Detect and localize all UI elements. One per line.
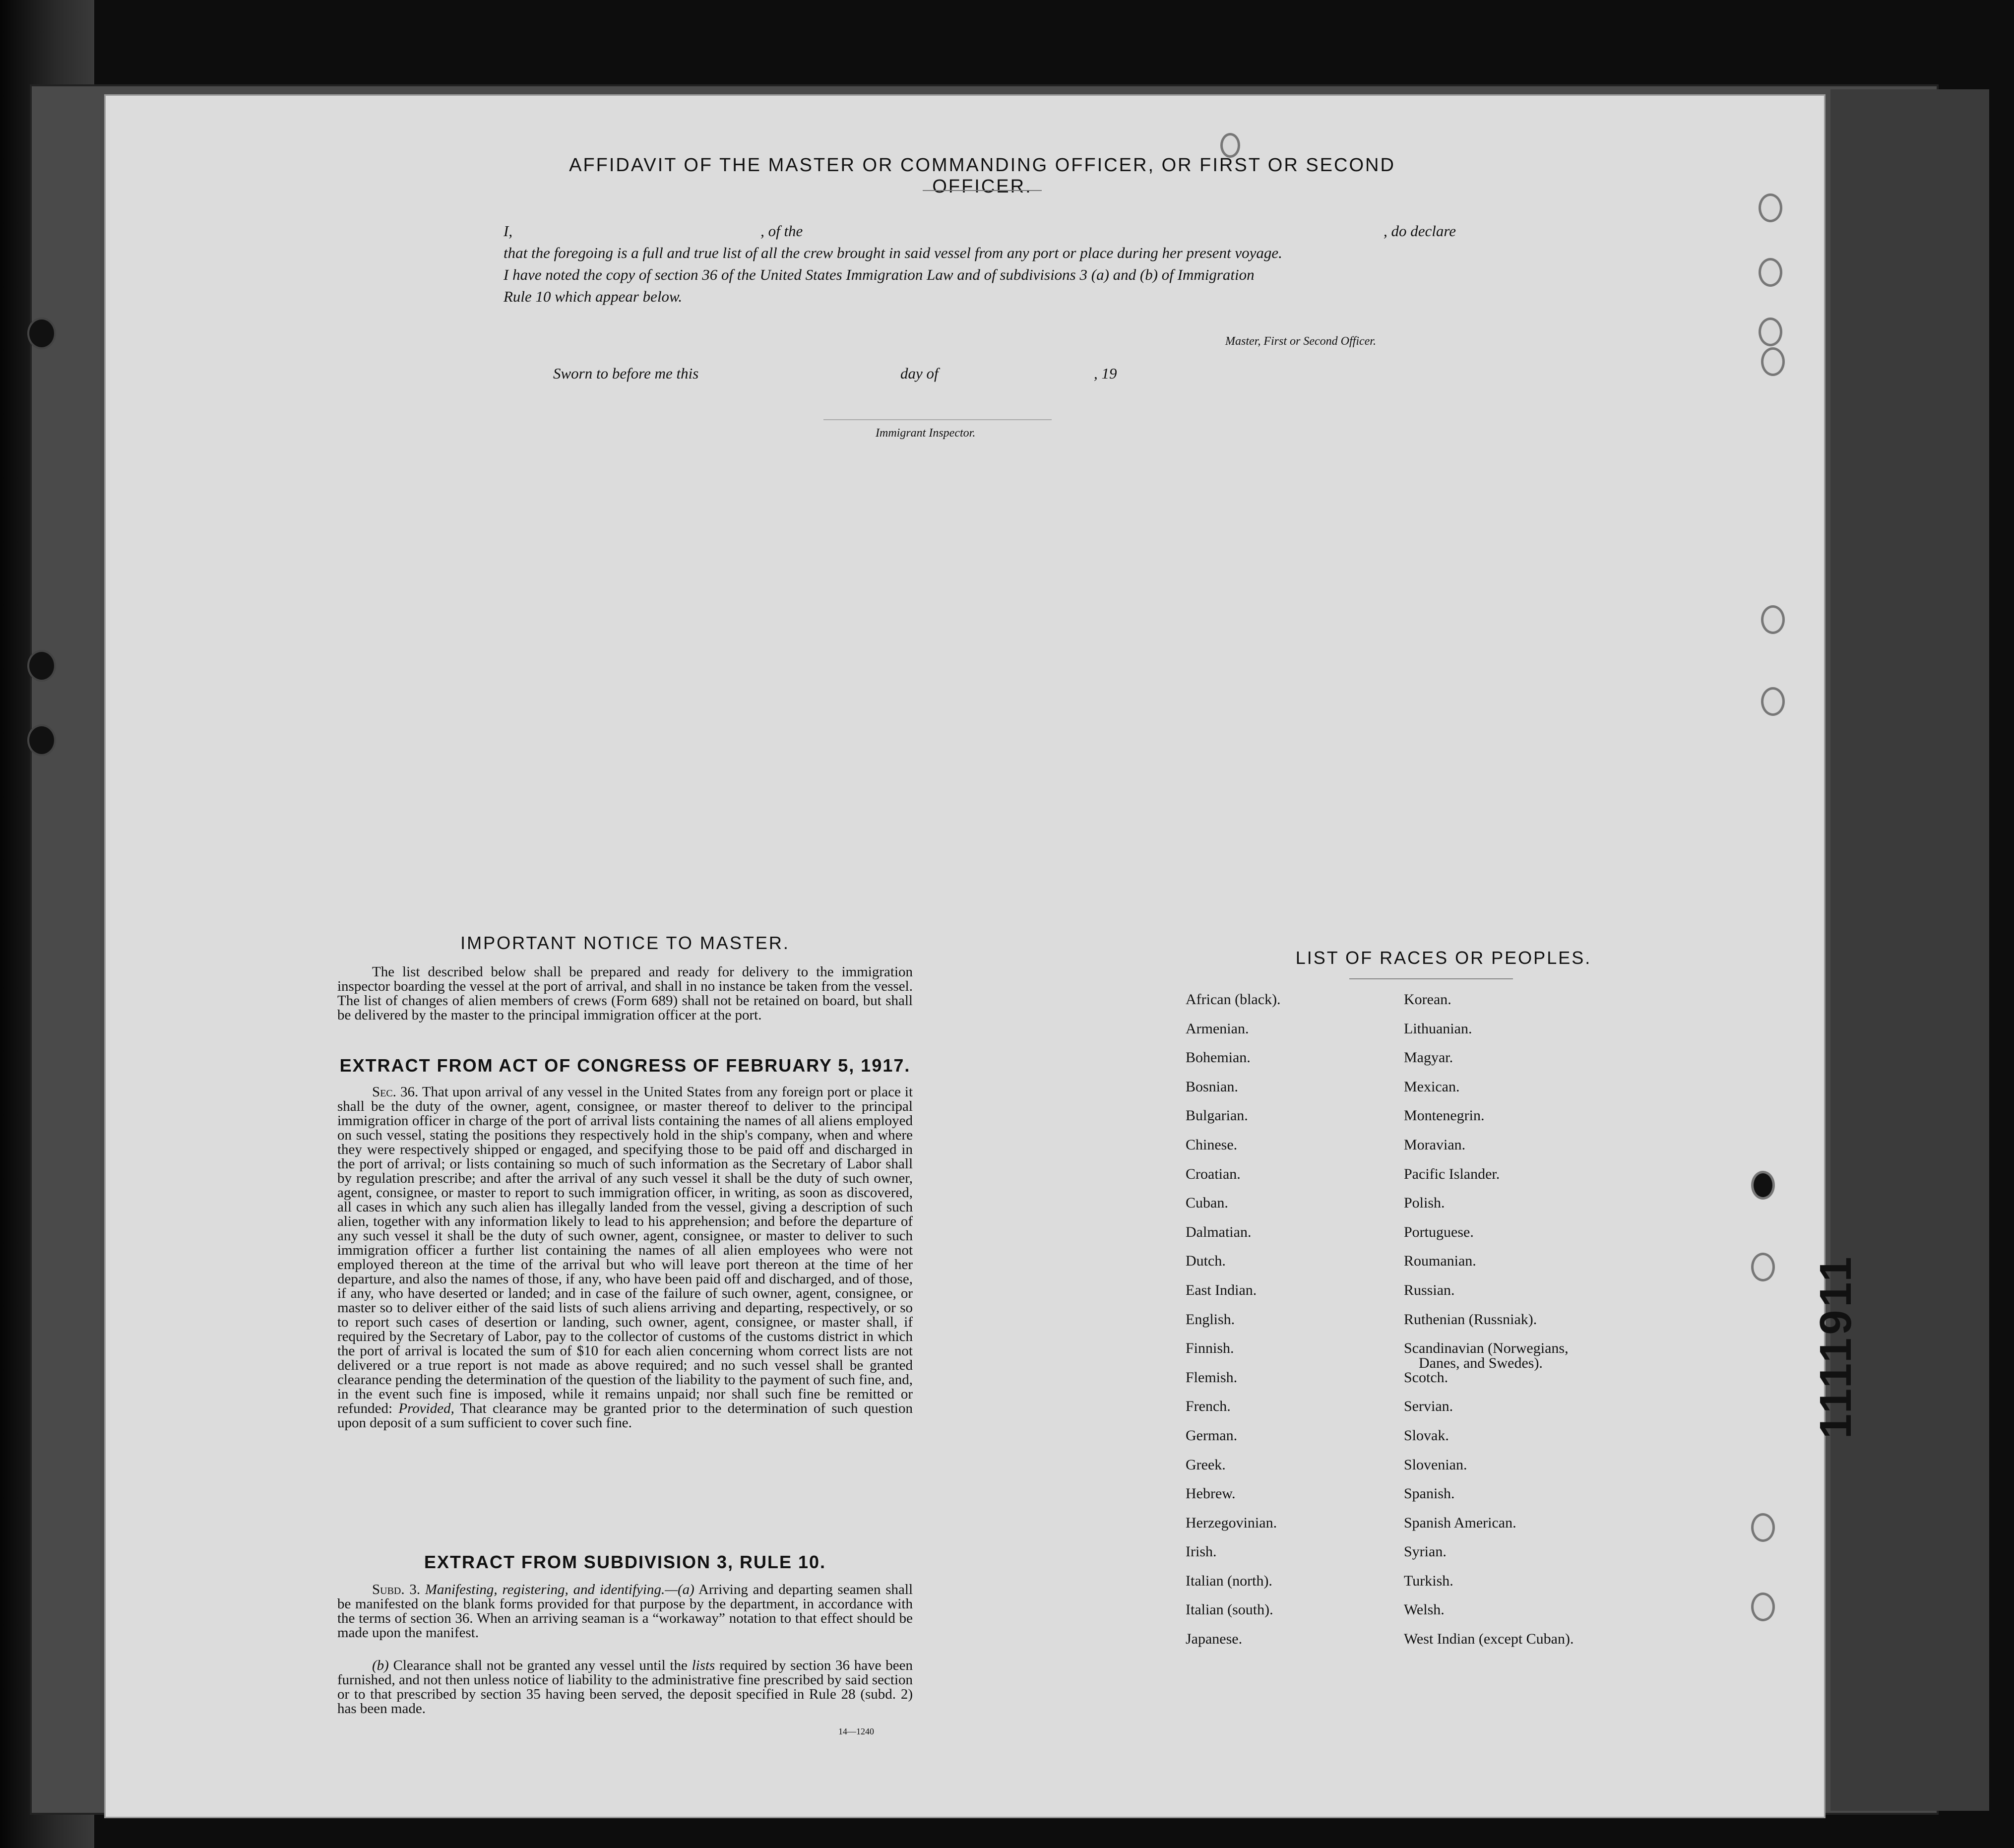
sworn-label: Sworn to before me this (553, 365, 699, 382)
race-item (1186, 1486, 1394, 1516)
race-item (1186, 1167, 1394, 1196)
affidavit-of-the: , of the (760, 222, 803, 240)
race-item (1404, 1574, 1652, 1603)
race-item (1404, 1283, 1652, 1312)
race-item (1186, 1544, 1394, 1574)
race-label: Scotch. (1404, 1369, 1448, 1386)
inspector-signature-label: Immigrant Inspector. (876, 427, 976, 440)
race-item (1186, 1516, 1394, 1545)
race-label: French. (1186, 1398, 1231, 1415)
race-label: African (black). (1186, 991, 1281, 1008)
race-label: West Indian (except Cuban). (1404, 1631, 1574, 1648)
race-label: Spanish American. (1404, 1514, 1516, 1531)
signature-line (823, 419, 1052, 420)
punch-hole (1751, 1513, 1775, 1542)
race-item (1186, 992, 1394, 1021)
affidavit-body (504, 220, 1456, 308)
race-item (1186, 1196, 1394, 1225)
race-item (1404, 1399, 1652, 1428)
race-label: Roumanian. (1404, 1253, 1476, 1270)
race-label: Herzegovinian. (1186, 1514, 1277, 1531)
divider (923, 190, 1042, 191)
section-36-end: That clearance may be granted prior to the determination of such question upon deposit of a sum sufficient to cover such fine. (337, 1401, 913, 1431)
affidavit-line-3: I have noted the copy of section 36 of the United States Immigration Law and of subdivisions 3 (a) and (b) of Immigration (504, 266, 1255, 283)
punch-hole (1759, 258, 1782, 287)
race-label: Russian. (1404, 1281, 1455, 1298)
race-label: English. (1186, 1311, 1235, 1328)
race-item (1186, 1283, 1394, 1312)
race-label: Pacific Islander. (1404, 1165, 1500, 1182)
race-label: Croatian. (1186, 1165, 1241, 1182)
provided-word: Provided, (398, 1401, 454, 1416)
race-item (1404, 1108, 1652, 1138)
race-label-continued: Danes, and Swedes). (1419, 1355, 1543, 1372)
race-item (1404, 1486, 1652, 1516)
race-label: Slovenian. (1404, 1456, 1467, 1473)
punch-hole (1759, 193, 1782, 222)
officer-signature-label: Master, First or Second Officer. (1225, 335, 1376, 348)
day-of-label: day of (900, 365, 939, 382)
race-item (1186, 1138, 1394, 1167)
punch-hole (1759, 318, 1782, 346)
lists-word: lists (692, 1657, 715, 1673)
race-label: Korean. (1404, 991, 1451, 1008)
race-item (1186, 1108, 1394, 1138)
race-item (1186, 1458, 1394, 1487)
divider (1349, 978, 1513, 979)
race-label: Polish. (1404, 1195, 1445, 1211)
race-item (1404, 1138, 1652, 1167)
race-item (1404, 1602, 1652, 1632)
race-label: Slovak. (1404, 1427, 1449, 1444)
race-label: Bosnian. (1186, 1078, 1238, 1095)
race-label: Mexican. (1404, 1078, 1460, 1095)
right-margin (1830, 89, 1989, 1811)
race-item (1404, 1312, 1652, 1341)
race-item (1186, 1021, 1394, 1051)
section-36-text (337, 1085, 913, 1430)
subdivision-label: Subd. 3. (372, 1582, 421, 1597)
races-title: LIST OF RACES OR PEOPLES. (1295, 948, 1592, 968)
punch-hole (1751, 1171, 1775, 1200)
race-label: Turkish. (1404, 1572, 1453, 1589)
affidavit-line-4: Rule 10 which appear below. (504, 288, 683, 305)
race-item (1404, 1021, 1652, 1051)
margin-stamp: 1111911 (1811, 1254, 1861, 1439)
race-item (1404, 1196, 1652, 1225)
race-label: East Indian. (1186, 1281, 1257, 1298)
clearance-label: (b) (372, 1657, 389, 1673)
affidavit-line-1 (504, 220, 1456, 242)
race-item (1186, 1632, 1394, 1661)
race-label: Cuban. (1186, 1195, 1228, 1211)
race-label: Montenegrin. (1404, 1107, 1485, 1124)
form-number: 14—1240 (838, 1726, 874, 1736)
clearance-body-2: required by section 36 have been furnished, and not then unless notice of liability to the administrative fine prescribed by said section or to that prescribed by section 35 having been served, the deposit specified in Rule 28 (subd. 2) has been made. (337, 1657, 913, 1717)
race-item (1404, 1341, 1652, 1370)
races-right-column (1404, 992, 1652, 1661)
affidavit-i: I, (504, 222, 513, 240)
race-label: Dutch. (1186, 1253, 1226, 1270)
race-item (1404, 1080, 1652, 1109)
race-label: Lithuanian. (1404, 1020, 1472, 1037)
subdivision-heading: Manifesting, registering, and identifying.—(a) (425, 1582, 694, 1597)
race-label: Italian (south). (1186, 1601, 1273, 1618)
year-label: , 19 (1094, 365, 1117, 382)
affidavit-title: AFFIDAVIT OF THE MASTER OR COMMANDING OFFICER, OR FIRST OR SECOND OFFICER. (569, 155, 1395, 197)
race-item (1186, 1050, 1394, 1080)
clearance-body-1: Clearance shall not be granted any vessel until the (393, 1657, 688, 1673)
race-item (1404, 992, 1652, 1021)
binder-ring (27, 650, 56, 682)
race-item (1404, 1167, 1652, 1196)
race-label: Scandinavian (Norwegians, (1404, 1340, 1569, 1357)
race-item (1404, 1428, 1652, 1458)
notice-text: The list described below shall be prepared and ready for delivery to the immigration inspector boarding the vessel at the port of arrival, and shall in no instance be taken from the vessel. The list of changes of alien members of crews (Form 689) shall not be retained on board, but shall be delivered by the master to the principal immigration officer at the port. (337, 964, 913, 1023)
race-label: Magyar. (1404, 1049, 1453, 1066)
race-label: Spanish. (1404, 1485, 1455, 1502)
race-label: Servian. (1404, 1398, 1453, 1415)
race-item (1404, 1254, 1652, 1283)
section-label: Sec. 36. (372, 1084, 419, 1100)
punch-hole (1220, 133, 1240, 158)
subdivision-body: Arriving and departing seamen shall be manifested on the blank forms provided for that purpose by the department, in accordance with the terms of section 36. When an arriving seaman is a “workaway” notation to that effect should be made upon the manifest. (337, 1582, 913, 1641)
affidavit-do-declare: , do declare (1383, 222, 1456, 240)
punch-hole (1761, 687, 1785, 716)
race-label: Irish. (1186, 1543, 1217, 1560)
race-item (1404, 1225, 1652, 1254)
extract-rule-title: EXTRACT FROM SUBDIVISION 3, RULE 10. (424, 1552, 826, 1572)
punch-hole (1751, 1593, 1775, 1621)
notice-title: IMPORTANT NOTICE TO MASTER. (460, 933, 790, 953)
extract-act-title: EXTRACT FROM ACT OF CONGRESS OF FEBRUARY 5, 1917. (339, 1055, 911, 1076)
affidavit-line-2: that the foregoing is a full and true list of all the crew brought in said vessel from any port or place during her present voyage. (504, 244, 1282, 261)
punch-hole (1761, 605, 1785, 634)
race-item (1404, 1544, 1652, 1574)
race-item (1186, 1399, 1394, 1428)
race-item (1186, 1370, 1394, 1400)
race-item (1404, 1458, 1652, 1487)
race-item (1186, 1312, 1394, 1341)
race-label: Armenian. (1186, 1020, 1249, 1037)
section-36-body: That upon arrival of any vessel in the United States from any foreign port or place it shall be the duty of the owner, agent, consignee, or master thereof to deliver to the principal immigration officer in charge of the port of arrival lists containing the names of all aliens employed on such vessel, stating the positions they respectively hold in the ship's company, when and where they were respectively shipped or engaged, and specifying those to be paid off and discharged in the port of arrival; or lists containing so much of such information as the Secretary of Labor shall by regulation prescribe; and after the arrival of any such vessel it shall be the duty of such owner, agent, consignee, or master to report to such immigration officer, in writing, as soon as discovered, all cases in which any such alien has illegally landed from the vessel, giving a description of such alien, together with any information likely to lead to his apprehension; and before the departure of any such vessel it shall be the duty of such owner, agent, consignee, or master to deliver to such immigration officer a further list containing the names of all alien employees who were not employed thereon at the time of the arrival but who will leave port thereon at the time of her departure, and also the names of those, if any, who have been paid off and discharged, and of those, if any, who have deserted or landed; and in case of the failure of such owner, agent, consignee, or master so to deliver either of the said lists of such aliens arriving and departing, respectively, or so to report such cases of desertion or landing, such owner, agent, consignee, or master shall, if required by the Secretary of Labor, pay to the collector of customs of the customs district in which the port of arrival is located the sum of $10 for each alien concerning whom correct lists are not delivered or a true report is not made as above required; and no such vessel shall be granted clearance pending the determination of the question of the liability to the payment of such fine, and, in the event such fine is imposed, while it remains unpaid; nor shall such fine be remitted or refunded: (337, 1084, 913, 1416)
race-label: Dalmatian. (1186, 1223, 1252, 1240)
race-label: Chinese. (1186, 1136, 1238, 1153)
race-item (1404, 1370, 1652, 1400)
punch-hole (1751, 1253, 1775, 1281)
race-label: Welsh. (1404, 1601, 1445, 1618)
race-label: Portuguese. (1404, 1223, 1474, 1240)
race-item (1404, 1632, 1652, 1661)
race-label: Bulgarian. (1186, 1107, 1248, 1124)
subdivision-3-text (337, 1583, 913, 1640)
race-label: Ruthenian (Russniak). (1404, 1311, 1537, 1328)
race-item (1186, 1341, 1394, 1370)
race-item (1186, 1080, 1394, 1109)
race-label: Flemish. (1186, 1369, 1238, 1386)
races-left-column (1186, 992, 1394, 1661)
race-item (1186, 1574, 1394, 1603)
race-label: Italian (north). (1186, 1572, 1272, 1589)
race-label: Japanese. (1186, 1631, 1243, 1648)
race-item (1404, 1516, 1652, 1545)
race-label: Syrian. (1404, 1543, 1447, 1560)
binder-ring (27, 724, 56, 756)
binder-ring (27, 318, 56, 349)
race-item (1404, 1050, 1652, 1080)
race-label: Moravian. (1404, 1136, 1466, 1153)
clearance-text (337, 1658, 913, 1716)
race-item (1186, 1254, 1394, 1283)
race-label: Bohemian. (1186, 1049, 1251, 1066)
race-label: Greek. (1186, 1456, 1226, 1473)
race-label: German. (1186, 1427, 1238, 1444)
race-item (1186, 1428, 1394, 1458)
race-label: Finnish. (1186, 1340, 1234, 1357)
race-item (1186, 1225, 1394, 1254)
race-item (1186, 1602, 1394, 1632)
punch-hole (1761, 347, 1785, 376)
race-label: Hebrew. (1186, 1485, 1236, 1502)
